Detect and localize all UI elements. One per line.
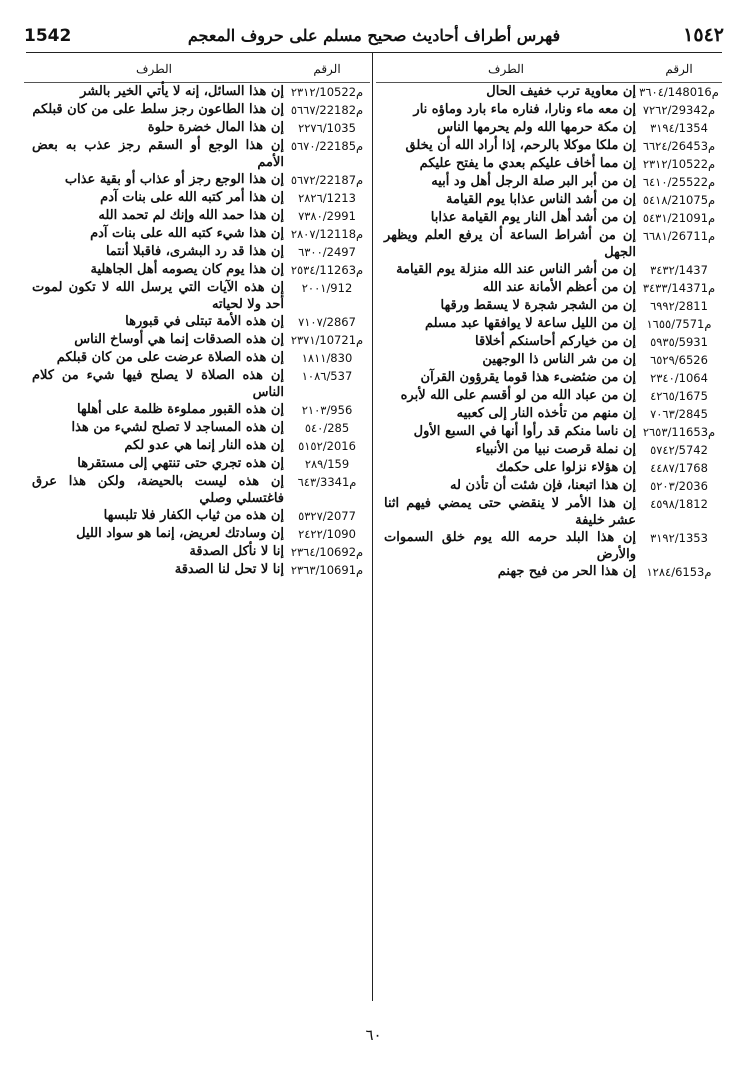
entry-number: ٢٨٠٧/1211م8 bbox=[290, 227, 364, 241]
index-entry bbox=[376, 101, 722, 119]
entry-number: ٢٨٩/159 bbox=[304, 457, 350, 471]
index-entry bbox=[376, 297, 722, 315]
entry-text: إنا لا تحل لنا الصدقة bbox=[174, 562, 284, 577]
entry-number: ٢٣١٢/1052م2 bbox=[642, 157, 716, 171]
entry-text: إن هذا يوم كان يصومه أهل الجاهلية bbox=[90, 262, 284, 277]
entry-text: إن منهم من تأخذه النار إلى كعبيه bbox=[456, 406, 636, 421]
entry-number: ٢٣١٢/1052م2 bbox=[290, 85, 364, 99]
index-entry bbox=[24, 367, 370, 401]
column-divider bbox=[372, 53, 373, 1001]
entry-number: ٦٩٩٢/2811 bbox=[650, 299, 708, 313]
page-footer-marker: ٦٠ bbox=[365, 1026, 382, 1044]
index-entry bbox=[24, 437, 370, 455]
entry-number: ٢١٠٣/956 bbox=[301, 403, 353, 417]
index-entry bbox=[24, 313, 370, 331]
entry-text: إن هذا البلد حرمه الله يوم خلق السموات والأرض bbox=[384, 530, 636, 562]
index-entry bbox=[376, 387, 722, 405]
entry-number: ٥٦٧٠/2218م5 bbox=[290, 139, 364, 153]
entry-number: ٥٦٦٧/2218م2 bbox=[290, 103, 364, 117]
entry-number: ٢٣٤٠/1064 bbox=[650, 371, 708, 385]
column-header bbox=[24, 56, 370, 83]
index-column-left bbox=[24, 56, 370, 579]
index-entry bbox=[24, 243, 370, 261]
entry-number: ٧١٠٧/2867 bbox=[298, 315, 356, 329]
entry-number: ٥٧٤٢/5742 bbox=[650, 443, 708, 457]
entry-text: إن من الشجر شجرة لا يسقط ورقها bbox=[440, 298, 636, 313]
index-entry bbox=[376, 83, 722, 101]
entry-number: ١٠٨٦/537 bbox=[301, 369, 353, 383]
entry-text: إن من أشد الناس عذابا يوم القيامة bbox=[446, 192, 636, 207]
entry-text: إن من خياركم أحاسنكم أخلاقا bbox=[475, 334, 636, 349]
entry-text: إن نملة قرصت نبيا من الأنبياء bbox=[475, 442, 636, 457]
index-entry bbox=[24, 119, 370, 137]
entry-text: إن هذا المال خضرة حلوة bbox=[147, 120, 284, 135]
entry-text: إن هذا الطاعون رجز سلط على من كان قبلكم bbox=[32, 102, 284, 117]
entry-number: ٢٦٥٣/1165م3 bbox=[642, 425, 716, 439]
entry-text: إن هذه المساجد لا تصلح لشيء من هذا bbox=[71, 420, 284, 435]
entry-number: ٢٨٢٦/1213 bbox=[298, 191, 356, 205]
index-entry bbox=[24, 455, 370, 473]
index-column-right bbox=[376, 56, 722, 581]
entry-text: إن من الليل ساعة لا يوافقها عبد مسلم bbox=[424, 316, 636, 331]
entry-number: ٣٦٠٤/1480م16 bbox=[639, 85, 719, 99]
entry-text: إنا لا نأكل الصدقة bbox=[189, 544, 284, 559]
entry-number: ٢٣٦٣/1069م1 bbox=[290, 563, 364, 577]
index-entry bbox=[24, 561, 370, 579]
entry-text: إن هذا اتبعنا، فإن شئت أن تأذن له bbox=[450, 478, 636, 493]
index-entry bbox=[24, 473, 370, 507]
entry-number: ٢٠٠١/912 bbox=[301, 281, 353, 295]
entry-number: ٢٣٦٤/1069م2 bbox=[290, 545, 364, 559]
entry-text: إن معاوية ترب خفيف الحال bbox=[486, 84, 636, 99]
index-entry bbox=[24, 331, 370, 349]
entry-text: إن مما أخاف عليكم بعدي ما يفتح عليكم bbox=[419, 156, 636, 171]
index-entry bbox=[376, 261, 722, 279]
index-rows bbox=[24, 83, 370, 579]
entry-text: إن هذه القبور مملوءة ظلمة على أهلها bbox=[76, 402, 284, 417]
index-entry bbox=[376, 137, 722, 155]
index-entry bbox=[376, 405, 722, 423]
entry-text: إن هذه ليست بالحيضة، ولكن هذا عرق فاغتسلي وصلي bbox=[32, 474, 284, 506]
index-entry bbox=[24, 137, 370, 171]
entry-number: ٣١٩٢/1353 bbox=[650, 531, 708, 545]
entry-text: إن ناسا منكم قد رأوا أنها في السبع الأول bbox=[413, 424, 636, 439]
entry-number: ٥٣٢٧/2077 bbox=[298, 509, 356, 523]
entry-number: ١٢٨٤/615م3 bbox=[646, 565, 712, 579]
entry-number: ٥١٥٢/2016 bbox=[298, 439, 356, 453]
entry-text: إن هذه الأمة تبتلى في قبورها bbox=[125, 314, 284, 329]
entry-text: إن هذا الوجع أو السقم رجز عذب به بعض الأمم bbox=[32, 138, 284, 170]
index-entry bbox=[376, 173, 722, 191]
entry-text: إن هذه النار إنما هي عدو لكم bbox=[124, 438, 284, 453]
entry-text: إن هذا الحر من فيح جهنم bbox=[497, 564, 636, 579]
entry-number: ١٦٥٥/757م1 bbox=[646, 317, 712, 331]
entry-text: إن من أبر البر صلة الرجل أهل ود أبيه bbox=[431, 174, 636, 189]
entry-number: ٦٦٨١/2671م1 bbox=[642, 229, 716, 243]
entry-text: إن هذه الصلاة لا يصلح فيها شيء من كلام الناس bbox=[32, 368, 284, 400]
entry-number: ٢٢٧٦/1035 bbox=[298, 121, 356, 135]
index-entry bbox=[24, 349, 370, 367]
header-rule bbox=[26, 52, 722, 53]
index-entry bbox=[376, 441, 722, 459]
entry-number: ٥٤١٨/2107م5 bbox=[642, 193, 716, 207]
entry-number: ٥٦٧٢/2218م7 bbox=[290, 173, 364, 187]
index-entry bbox=[24, 83, 370, 101]
index-rows bbox=[376, 83, 722, 581]
index-entry bbox=[24, 207, 370, 225]
index-entry bbox=[376, 155, 722, 173]
index-entry bbox=[24, 101, 370, 119]
index-entry bbox=[376, 529, 722, 563]
entry-text: إن ملكا موكلا بالرحم، إذا أراد الله أن يخلق bbox=[405, 138, 636, 153]
entry-number: ٣٤٣٢/1437 bbox=[650, 263, 708, 277]
entry-number: ٤٥٩٨/1812 bbox=[650, 497, 708, 511]
entry-text: إن هذه من ثياب الكفار فلا تلبسها bbox=[103, 508, 284, 523]
entry-number: ٦٤٣/334م1 bbox=[297, 475, 357, 489]
entry-text: إن من أشراط الساعة أن يرفع العلم ويظهر الجهل bbox=[384, 228, 636, 260]
index-entry bbox=[376, 333, 722, 351]
index-entry bbox=[376, 119, 722, 137]
entry-text: إن هذه الآيات التي يرسل الله لا تكون لموت أحد ولا لحياته bbox=[32, 280, 284, 312]
entry-text: إن معه ماء ونارا، فناره ماء بارد وماؤه نار bbox=[413, 102, 636, 117]
page-header bbox=[24, 22, 724, 52]
entry-number: ٧٢٦٢/2934م2 bbox=[642, 103, 716, 117]
entry-number: ٥٩٣٥/5931 bbox=[650, 335, 708, 349]
index-entry bbox=[24, 171, 370, 189]
index-entry bbox=[376, 191, 722, 209]
index-entry bbox=[376, 423, 722, 441]
entry-text: إن هذا الوجع رجز أو عذاب أو بقية عذاب bbox=[64, 172, 284, 187]
entry-text: إن من عباد الله من لو أقسم على الله لأبره bbox=[400, 388, 636, 403]
entry-number: ٦٥٢٩/6526 bbox=[650, 353, 708, 367]
entry-text: إن هؤلاء نزلوا على حكمك bbox=[495, 460, 636, 475]
entry-number: ٥٤٣١/2109م1 bbox=[642, 211, 716, 225]
entry-number: ٦٦٢٤/2645م3 bbox=[642, 139, 716, 153]
entry-text: إن من أعظم الأمانة عند الله bbox=[482, 280, 636, 295]
entry-text: إن هذه الصدقات إنما هي أوساخ الناس bbox=[74, 332, 284, 347]
index-entry bbox=[24, 261, 370, 279]
index-entry bbox=[376, 351, 722, 369]
page-title: فهرس أطراف أحاديث صحيح مسلم على حروف المعجم bbox=[187, 26, 561, 45]
page-number-latin: 1542 bbox=[24, 26, 72, 46]
entry-number: ٤٢٦٥/1675 bbox=[650, 389, 708, 403]
index-entry bbox=[376, 477, 722, 495]
entry-text: إن من شر الناس ذا الوجهين bbox=[482, 352, 636, 367]
column-header-number: الرقم bbox=[665, 62, 693, 76]
entry-text: إن مكة حرمها الله ولم يحرمها الناس bbox=[437, 120, 636, 135]
index-entry bbox=[376, 563, 722, 581]
entry-text: إن هذا الأمر لا ينقضي حتى يمضي فيهم اثنا عشر خليفة bbox=[384, 496, 636, 528]
entry-number: ٢٥٣٤/1126م3 bbox=[290, 263, 364, 277]
index-entry bbox=[24, 189, 370, 207]
entry-number: ٧٠٦٣/2845 bbox=[650, 407, 708, 421]
index-entry bbox=[24, 401, 370, 419]
entry-text: إن هذه الصلاة عرضت على من كان قبلكم bbox=[56, 350, 284, 365]
page-number-arabic: ١٥٤٢ bbox=[683, 24, 724, 46]
entry-number: ٤٤٨٧/1768 bbox=[650, 461, 708, 475]
entry-text: إن من ضئضىء هذا قوما يقرؤون القرآن bbox=[420, 370, 636, 385]
column-header bbox=[376, 56, 722, 83]
index-entry bbox=[24, 543, 370, 561]
index-entry bbox=[376, 369, 722, 387]
index-entry bbox=[24, 525, 370, 543]
index-entry bbox=[376, 227, 722, 261]
entry-number: ٦٣٠٠/2497 bbox=[298, 245, 356, 259]
column-header-text: الطرف bbox=[488, 62, 524, 76]
index-entry bbox=[376, 315, 722, 333]
entry-number: ٣٤٣٣/1437م1 bbox=[642, 281, 716, 295]
entry-text: إن هذا شيء كتبه الله على بنات آدم bbox=[90, 226, 284, 241]
entry-text: إن هذا حمد الله وإنك لم تحمد الله bbox=[98, 208, 284, 223]
entry-text: إن هذه تجري حتى تنتهي إلى مستقرها bbox=[77, 456, 284, 471]
index-entry bbox=[376, 209, 722, 227]
entry-number: ٢٤٢٢/1090 bbox=[298, 527, 356, 541]
entry-text: إن وسادتك لعريض، إنما هو سواد الليل bbox=[76, 526, 284, 541]
entry-number: ٥٢٠٣/2036 bbox=[650, 479, 708, 493]
column-header-number: الرقم bbox=[313, 62, 341, 76]
entry-text: إن هذا قد رد البشرى، فاقبلا أنتما bbox=[105, 244, 284, 259]
entry-text: إن هذا السائل، إنه لا يأتي الخير بالشر bbox=[80, 84, 284, 99]
index-entry bbox=[376, 459, 722, 477]
entry-text: إن من أشد أهل النار يوم القيامة عذابا bbox=[430, 210, 636, 225]
entry-number: ٥٤٠/285 bbox=[304, 421, 350, 435]
entry-text: إن من أشر الناس عند الله منزلة يوم القيامة bbox=[396, 262, 636, 277]
index-entry bbox=[24, 225, 370, 243]
entry-number: ١٨١١/830 bbox=[301, 351, 353, 365]
index-entry bbox=[24, 507, 370, 525]
entry-number: ٧٣٨٠/2991 bbox=[298, 209, 356, 223]
index-entry bbox=[24, 419, 370, 437]
index-entry bbox=[376, 279, 722, 297]
entry-number: ٦٤١٠/2552م2 bbox=[642, 175, 716, 189]
entry-number: ٣١٩٤/1354 bbox=[650, 121, 708, 135]
entry-text: إن هذا أمر كتبه الله على بنات آدم bbox=[100, 190, 284, 205]
index-entry bbox=[24, 279, 370, 313]
index-entry bbox=[376, 495, 722, 529]
entry-number: ٢٣٧١/1072م1 bbox=[290, 333, 364, 347]
column-header-text: الطرف bbox=[136, 62, 172, 76]
